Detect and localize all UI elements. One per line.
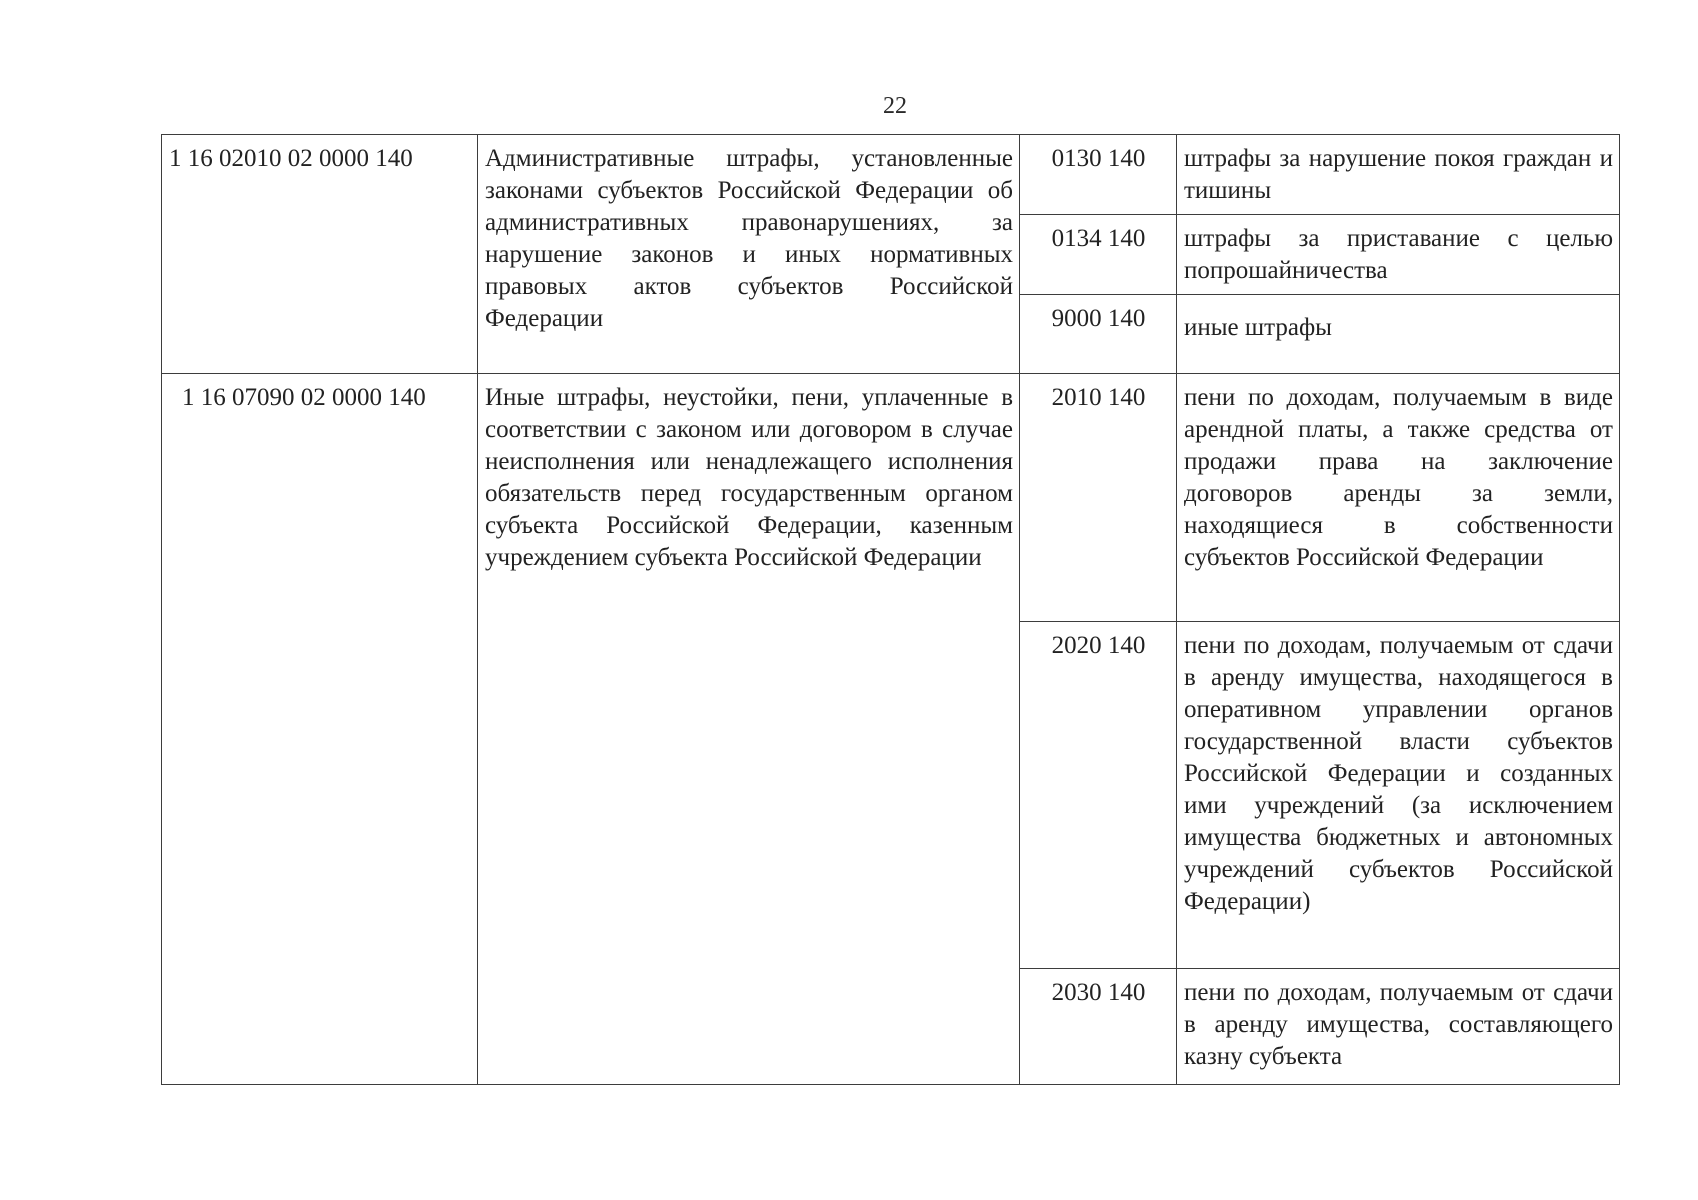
subcode-cell: 0130 140	[1020, 135, 1177, 215]
subcode-description-cell: пени по доходам, получаемым от сдачи в аренду имущества, находящегося в оперативном управлении органов государственной власти субъектов Российской Федерации и созданных ими учреждений (за исключением имущества бюджетных и автономных учреждений субъектов Российской Федерации)	[1177, 621, 1620, 968]
subcode-cell: 0134 140	[1020, 214, 1177, 294]
revenue-name-cell: Иные штрафы, неустойки, пени, уплаченные в соответствии с законом или договором в случае неисполнения или ненадлежащего исполнения обязательств перед государственным органом субъекта Российской Федерации, казенным учреждением субъекта Российской Федерации	[478, 373, 1020, 1084]
revenue-name-cell: Административные штрафы, установленные законами субъектов Российской Федерации об административных правонарушениях, за нарушение законов и иных нормативных правовых актов субъектов Российской Федерации	[478, 135, 1020, 374]
table-row	[162, 135, 1620, 215]
budget-code-cell: 1 16 02010 02 0000 140	[162, 135, 478, 374]
subcode-description-cell: штрафы за приставание с целью попрошайничества	[1177, 214, 1620, 294]
subcode-description-cell: штрафы за нарушение покоя граждан и тишины	[1177, 135, 1620, 215]
table-row	[162, 373, 1620, 621]
subcode-cell: 2010 140	[1020, 373, 1177, 621]
subcode-cell: 2030 140	[1020, 968, 1177, 1084]
page-number: 22	[883, 93, 907, 119]
subcode-cell: 2020 140	[1020, 621, 1177, 968]
subcode-description-cell: пени по доходам, получаемым от сдачи в аренду имущества, составляющего казну субъекта	[1177, 968, 1620, 1084]
subcode-description-cell: пени по доходам, получаемым в виде арендной платы, а также средства от продажи права на заключение договоров аренды за земли, находящиеся в собственности субъектов Российской Федерации	[1177, 373, 1620, 621]
subcode-description-cell: иные штрафы	[1177, 294, 1620, 373]
budget-codes-table	[161, 134, 1620, 1085]
subcode-cell: 9000 140	[1020, 294, 1177, 373]
budget-code-cell: 1 16 07090 02 0000 140	[162, 373, 478, 1084]
